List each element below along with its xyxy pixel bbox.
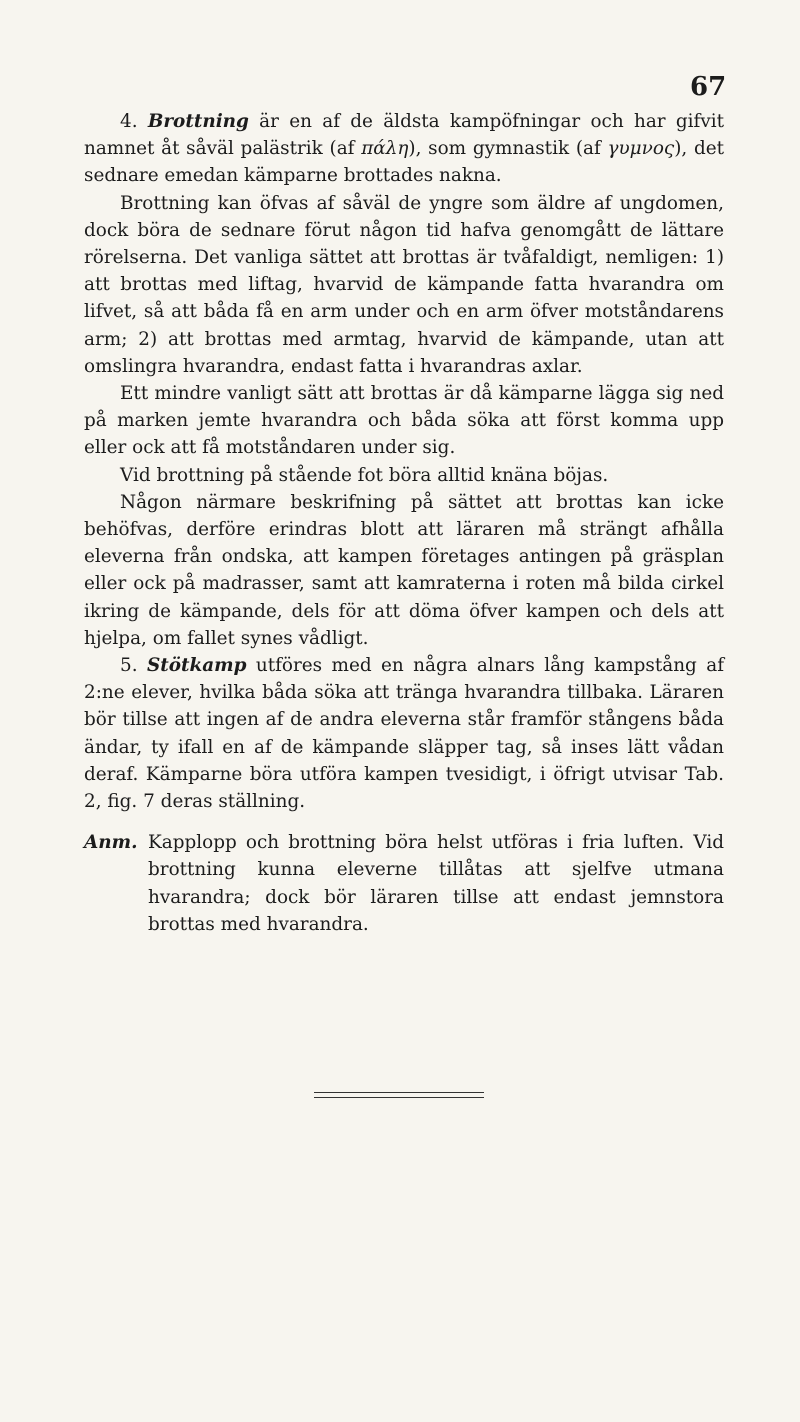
greek-word-gymnos: γυμνος [607,138,675,160]
section-4-number: 4. [120,111,138,132]
page-number: 67 [690,72,727,102]
section-4-title: Brottning [147,111,249,132]
paragraph-standing: Vid brottning på stående fot böra alltid knäna böjas. [120,464,609,486]
section-5-number: 5. [120,655,138,677]
body-text [84,108,724,938]
greek-word-pale: πάλη [361,138,409,160]
section-4-text-a: är en af de äldsta kampöfningar och har gifvit namnet åt såväl palästrik (af [84,111,724,160]
section-5-paragraph [84,652,724,815]
section-4-text-c: ), det sednare emedan kämparne brottades nakna. [84,138,725,187]
paragraph-ground-wrestling: Ett mindre vanligt sätt att brottas är då kämparne lägga sig ned på marken jemte hvarandra och båda söka att först komma upp eller ock att få motståndaren under sig. [84,383,724,459]
section-5-text: utföres med en några alnars lång kampstång af 2:ne elever, hvilka båda söka att tränga hvarandra tillbaka. Läraren bör tillse att ingen af de andra eleverna står framför stångens båda ändar, ty ifall en af de kämpande släpper tag, så inses lätt vådan deraf. Kämparne böra utföra kampen tvesidigt, i öfrigt utvisar Tab. 2, fig. 7 deras ställning. [84,655,724,813]
note-text: Kapplopp och brottning böra helst utföras i fria luften. Vid brottning kunna eleverne tillåtas att sjelfve utmana hvarandra; dock bör läraren tillse att endast jemnstora brottas med hvarandra. [148,832,724,935]
section-4-paragraph [84,108,724,190]
note-label: Anm. [84,832,138,854]
section-5-title: Stötkamp [146,655,247,677]
paragraph-brottning-methods: Brottning kan öfvas af såväl de yngre som äldre af ungdomen, dock böra de sednare förut någon tid hafva genomgått de lättare rörelserna. Det vanliga sättet att brottas är tvåfaldigt, nemligen: 1) att brottas med liftag, hvarvid de kämpande fatta hvarandra om lifvet, så att båda få en arm under och en arm öfver motståndarens arm; 2) att brottas med armtag, hvarvid de kämpande, utan att omslingra hvarandra, endast fatta i hvarandras axlar. [84,192,724,377]
end-rule [314,1092,484,1093]
section-4-text-b: ), som gymnastik (af [408,138,608,160]
paragraph-teacher-instructions: Någon närmare beskrifning på sättet att brottas kan icke behöfvas, derföre erindras blott att läraren må strängt afhålla eleverna från ondska, att kampen företages antingen på gräsplan eller ock på madrasser, samt att kamraterna i roten må bilda cirkel ikring de kämpande, dels för att döma öfver kampen och dels att hjelpa, om fallet synes vådligt. [84,491,724,649]
end-rule-second [314,1097,484,1098]
note-paragraph [84,829,724,938]
